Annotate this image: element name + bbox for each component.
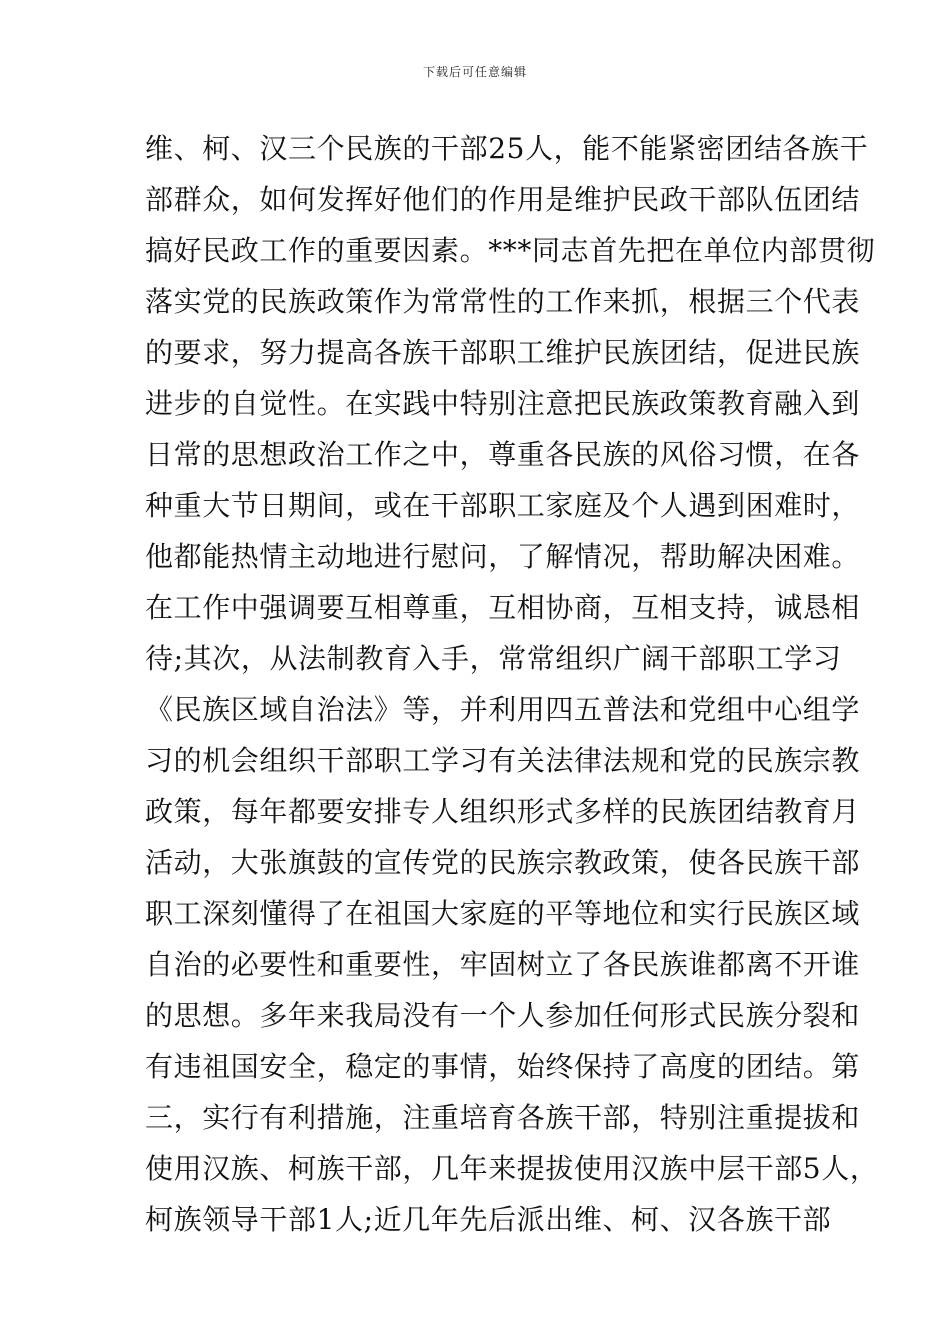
body-line: 政策，每年都要安排专人组织形式多样的民族团结教育月: [145, 795, 861, 828]
body-line: 柯族领导干部1人;近几年先后派出维、柯、汉各族干部: [145, 1203, 832, 1236]
body-line: 使用汉族、柯族干部，几年来提拔使用汉族中层干部5人，: [145, 1152, 879, 1185]
page-header: 下载后可任意编辑: [422, 65, 527, 79]
body-line: 种重大节日期间，或在干部职工家庭及个人遇到困难时，: [145, 489, 861, 522]
body-line: 三，实行有利措施，注重培育各族干部，特别注重提拔和: [145, 1101, 861, 1134]
body-line: 在工作中强调要互相尊重，互相协商，互相支持，诚恳相: [145, 591, 861, 624]
body-line: 职工深刻懂得了在祖国大家庭的平等地位和实行民族区域: [145, 897, 861, 930]
body-line: 维、柯、汉三个民族的干部25人，能不能紧密团结各族干: [145, 132, 869, 165]
body-line: 部群众，如何发挥好他们的作用是维护民政干部队伍团结: [145, 183, 861, 216]
body-line: 习的机会组织干部职工学习有关法律法规和党的民族宗教: [145, 744, 861, 777]
body-line: 日常的思想政治工作之中，尊重各民族的风俗习惯，在各: [145, 438, 861, 471]
body-line: 待;其次，从法制教育入手，常常组织广阔干部职工学习: [145, 642, 842, 675]
body-line: 进步的自觉性。在实践中特别注意把民族政策教育融入到: [145, 387, 861, 420]
document-body: [145, 123, 879, 1245]
body-line: 自治的必要性和重要性，牢固树立了各民族谁都离不开谁: [145, 948, 861, 981]
body-line: 他都能热情主动地进行慰问，了解情况，帮助解决困难。: [145, 540, 861, 573]
body-line: 有违祖国安全，稳定的事情，始终保持了高度的团结。第: [145, 1050, 861, 1083]
body-line: 落实党的民族政策作为常常性的工作来抓，根据三个代表: [145, 285, 861, 318]
body-line: 的要求，努力提高各族干部职工维护民族团结，促进民族: [145, 336, 861, 369]
body-line: 活动，大张旗鼓的宣传党的民族宗教政策，使各民族干部: [145, 846, 861, 879]
body-line: 的思想。多年来我局没有一个人参加任何形式民族分裂和: [145, 999, 861, 1032]
body-line: 《民族区域自治法》等，并利用四五普法和党组中心组学: [145, 693, 861, 726]
body-line: 搞好民政工作的重要因素。***同志首先把在单位内部贯彻: [145, 234, 876, 267]
